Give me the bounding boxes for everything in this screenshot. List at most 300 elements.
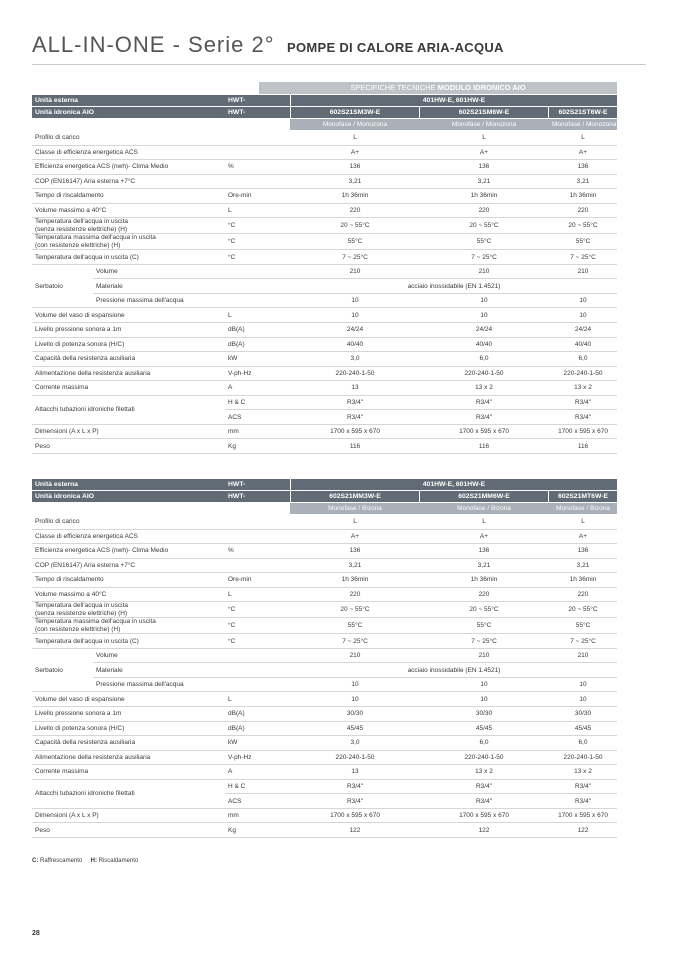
value-cell: L bbox=[420, 515, 548, 530]
value-cell: 24/24 bbox=[549, 323, 617, 338]
value-cell: 1700 x 595 x 670 bbox=[291, 424, 419, 439]
row-cap bbox=[32, 352, 617, 367]
value-cell: 116 bbox=[549, 439, 617, 454]
row-volume bbox=[32, 587, 617, 602]
value-cell: 136 bbox=[420, 544, 548, 559]
row-unit: A bbox=[225, 381, 290, 396]
row-label-line1: Temperatura massima dell'acqua in uscita bbox=[35, 234, 156, 242]
footnote-h-key: H: bbox=[90, 858, 97, 864]
value-cell: 45/45 bbox=[549, 721, 617, 736]
value-cell: 10 bbox=[549, 677, 617, 692]
row-cop bbox=[32, 558, 617, 573]
phase-blank bbox=[32, 119, 290, 131]
row-serbatoio-pressione bbox=[32, 293, 617, 308]
value-cell: 136 bbox=[549, 544, 617, 559]
model-code: 602S21MM6W-E bbox=[420, 491, 548, 503]
value-cell: 210 bbox=[420, 648, 548, 663]
value-cell: 30/30 bbox=[420, 707, 548, 722]
row-label: Temperatura dell'acqua in uscita (C) bbox=[32, 634, 225, 649]
row-outdoor-unit bbox=[32, 479, 617, 491]
model-code: 602S21SM6W-E bbox=[420, 107, 548, 119]
value-cell: 6,0 bbox=[420, 352, 548, 367]
row-label-line2: (con resistenze elettriche) (H) bbox=[35, 241, 121, 249]
value-cell: 7 ~ 25°C bbox=[549, 634, 617, 649]
row-label: Capacità della resistenza ausiliaria bbox=[32, 352, 225, 367]
row-corr bbox=[32, 381, 617, 396]
row-unit: Ore-min bbox=[225, 573, 290, 588]
row-label bbox=[32, 218, 225, 234]
row-unit: L bbox=[225, 692, 290, 707]
row-classe bbox=[32, 145, 617, 160]
value-cell: 7 ~ 25°C bbox=[291, 250, 419, 265]
row-label: Efficienza energetica ACS (nwh)- Clima Medio bbox=[32, 160, 225, 175]
value-cell: 55°C bbox=[549, 618, 617, 634]
serbatoio-label: Serbatoio bbox=[32, 264, 93, 308]
row-label: Classe di efficienza energetica ACS bbox=[32, 529, 225, 544]
footnote-c-key: C: bbox=[32, 858, 39, 864]
row-label: Classe di efficienza energetica ACS bbox=[32, 145, 225, 160]
row-unit bbox=[225, 131, 290, 146]
value-cell: 20 ~ 55°C bbox=[549, 602, 617, 618]
phase-label: Monofase / Monozona bbox=[549, 119, 617, 131]
page-subtitle: POMPE DI CALORE ARIA-ACQUA bbox=[286, 40, 504, 55]
row-label: Corrente massima bbox=[32, 765, 225, 780]
serbatoio-pressione-label: Pressione massima dell'acqua bbox=[93, 677, 225, 692]
value-cell: 220-240-1-50 bbox=[549, 366, 617, 381]
value-cell: 1700 x 595 x 670 bbox=[420, 424, 548, 439]
value-cell: 7 ~ 25°C bbox=[420, 250, 548, 265]
value-cell: A+ bbox=[420, 529, 548, 544]
row-unit: Ore-min bbox=[225, 189, 290, 204]
value-cell: L bbox=[291, 131, 419, 146]
value-cell: 6,0 bbox=[549, 736, 617, 751]
phase-blank bbox=[32, 503, 290, 515]
value-cell: 20 ~ 55°C bbox=[291, 602, 419, 618]
row-unit: % bbox=[225, 160, 290, 175]
row-unit: dB(A) bbox=[225, 337, 290, 352]
value-cell: 55°C bbox=[291, 234, 419, 250]
row-unit bbox=[225, 279, 290, 294]
value-cell: 20 ~ 55°C bbox=[549, 218, 617, 234]
value-cell: 1700 x 595 x 670 bbox=[291, 808, 419, 823]
serbatoio-materiale-label: Materiale bbox=[93, 279, 225, 294]
row-corr bbox=[32, 765, 617, 780]
outdoor-prefix: HWT- bbox=[225, 479, 290, 491]
value-cell: 13 x 2 bbox=[420, 765, 548, 780]
value-cell: R3/4" bbox=[420, 779, 548, 794]
row-unit: Kg bbox=[225, 823, 290, 838]
value-cell: 136 bbox=[420, 160, 548, 175]
value-cell: 40/40 bbox=[549, 337, 617, 352]
row-unit bbox=[225, 293, 290, 308]
row-unit: °C bbox=[225, 618, 290, 634]
value-cell: 10 bbox=[420, 692, 548, 707]
row-label: Tempo di riscaldamento bbox=[32, 573, 225, 588]
phase-label: Monofase / Monozona bbox=[291, 119, 419, 131]
value-cell: 122 bbox=[420, 823, 548, 838]
value-cell: R3/4" bbox=[549, 779, 617, 794]
model-code: 602S21SM3W-E bbox=[291, 107, 419, 119]
value-cell: R3/4" bbox=[291, 395, 419, 410]
row-dim bbox=[32, 808, 617, 823]
row-label: Livello di potenza sonora (H/C) bbox=[32, 721, 225, 736]
value-cell: 220 bbox=[549, 203, 617, 218]
value-cell: 30/30 bbox=[549, 707, 617, 722]
value-cell: 220 bbox=[420, 203, 548, 218]
row-label bbox=[32, 602, 225, 618]
row-label: Livello pressione sonora a 1m bbox=[32, 707, 225, 722]
row-serbatoio-pressione bbox=[32, 677, 617, 692]
indoor-prefix: HWT- bbox=[225, 107, 290, 119]
row-label: Temperatura dell'acqua in uscita (C) bbox=[32, 250, 225, 265]
outdoor-models: 401HW-E, 601HW-E bbox=[291, 95, 617, 107]
footnote-c-text: Raffrescamento bbox=[40, 858, 83, 864]
row-label: Capacità della resistenza ausiliaria bbox=[32, 736, 225, 751]
value-cell: 1h 36min bbox=[549, 573, 617, 588]
value-cell: R3/4" bbox=[420, 794, 548, 809]
value-cell: 220 bbox=[549, 587, 617, 602]
outdoor-label: Unità esterna bbox=[32, 95, 225, 107]
row-peso bbox=[32, 823, 617, 838]
footnote-h-text: Riscaldamento bbox=[98, 858, 139, 864]
row-unit: mm bbox=[225, 808, 290, 823]
value-cell: 220-240-1-50 bbox=[420, 750, 548, 765]
value-cell: 13 x 2 bbox=[549, 765, 617, 780]
value-cell: R3/4" bbox=[291, 794, 419, 809]
banner-bold: MODULO IDRONICO AIO bbox=[437, 83, 526, 92]
value-cell: L bbox=[420, 131, 548, 146]
row-unit: V-ph-Hz bbox=[225, 750, 290, 765]
row-label: Volume massimo a 40°C bbox=[32, 203, 225, 218]
row-indoor-unit bbox=[32, 107, 617, 119]
value-cell: 220 bbox=[420, 587, 548, 602]
row-temp_out bbox=[32, 218, 617, 234]
serbatoio-materiale-value: acciaio inossidabile (EN 1.4521) bbox=[291, 279, 617, 294]
value-cell: 10 bbox=[291, 308, 419, 323]
value-cell: 10 bbox=[291, 692, 419, 707]
row-label-line1: Temperatura dell'acqua in uscita bbox=[35, 602, 129, 610]
row-unit: °C bbox=[225, 218, 290, 234]
row-unit: Kg bbox=[225, 439, 290, 454]
row-unit: °C bbox=[225, 234, 290, 250]
row-unit bbox=[225, 677, 290, 692]
spec-table-monozona bbox=[32, 95, 617, 454]
row-unit: dB(A) bbox=[225, 323, 290, 338]
value-cell: 3,21 bbox=[291, 558, 419, 573]
value-cell: 13 x 2 bbox=[420, 381, 548, 396]
value-cell: 45/45 bbox=[420, 721, 548, 736]
value-cell: 13 bbox=[291, 381, 419, 396]
value-cell: 45/45 bbox=[291, 721, 419, 736]
row-temp_out bbox=[32, 602, 617, 618]
row-label: Dimensioni (A x L x P) bbox=[32, 424, 225, 439]
value-cell: R3/4" bbox=[291, 779, 419, 794]
value-cell: 10 bbox=[549, 692, 617, 707]
serbatoio-label: Serbatoio bbox=[32, 648, 93, 692]
row-temp_max bbox=[32, 618, 617, 634]
row-classe bbox=[32, 529, 617, 544]
row-tempo bbox=[32, 189, 617, 204]
value-cell: 20 ~ 55°C bbox=[420, 602, 548, 618]
value-cell: 6,0 bbox=[420, 736, 548, 751]
row-vaso bbox=[32, 692, 617, 707]
footnote bbox=[32, 858, 138, 864]
row-serbatoio-volume bbox=[32, 264, 617, 279]
row-unit bbox=[225, 145, 290, 160]
model-code: 602S21MT6W-E bbox=[549, 491, 617, 503]
value-cell: 220-240-1-50 bbox=[291, 750, 419, 765]
row-lws bbox=[32, 721, 617, 736]
row-label: Tempo di riscaldamento bbox=[32, 189, 225, 204]
value-cell: 10 bbox=[420, 677, 548, 692]
row-serbatoio-materiale bbox=[32, 663, 617, 678]
value-cell: 24/24 bbox=[420, 323, 548, 338]
row-phase bbox=[32, 503, 617, 515]
value-cell: 1h 36min bbox=[420, 189, 548, 204]
phase-label: Monofase / Bizona bbox=[291, 503, 419, 515]
value-cell: 13 bbox=[291, 765, 419, 780]
value-cell: 55°C bbox=[549, 234, 617, 250]
value-cell: 210 bbox=[291, 648, 419, 663]
row-label: Volume massimo a 40°C bbox=[32, 587, 225, 602]
row-label-line1: Temperatura dell'acqua in uscita bbox=[35, 218, 129, 226]
value-cell: 3,21 bbox=[420, 174, 548, 189]
outdoor-prefix: HWT- bbox=[225, 95, 290, 107]
row-temp_c bbox=[32, 634, 617, 649]
value-cell: A+ bbox=[291, 529, 419, 544]
value-cell: L bbox=[549, 131, 617, 146]
serbatoio-volume-label: Volume bbox=[93, 648, 225, 663]
row-cop bbox=[32, 174, 617, 189]
row-unit bbox=[225, 515, 290, 530]
outdoor-label: Unità esterna bbox=[32, 479, 225, 491]
serbatoio-materiale-label: Materiale bbox=[93, 663, 225, 678]
value-cell: 1h 36min bbox=[549, 189, 617, 204]
page-header bbox=[32, 32, 504, 58]
value-cell: 10 bbox=[549, 293, 617, 308]
value-cell: 1700 x 595 x 670 bbox=[549, 424, 617, 439]
row-serbatoio-materiale bbox=[32, 279, 617, 294]
value-cell: 10 bbox=[291, 677, 419, 692]
value-cell: R3/4" bbox=[420, 395, 548, 410]
row-unit: V-ph-Hz bbox=[225, 366, 290, 381]
spec-table-bizona bbox=[32, 479, 617, 838]
serbatoio-volume-label: Volume bbox=[93, 264, 225, 279]
value-cell: 210 bbox=[549, 264, 617, 279]
value-cell: 210 bbox=[420, 264, 548, 279]
attacchi-acs-label: ACS bbox=[225, 794, 290, 809]
value-cell: A+ bbox=[549, 145, 617, 160]
row-label: COP (EN16147) Aria esterna +7°C bbox=[32, 174, 225, 189]
value-cell: 55°C bbox=[420, 234, 548, 250]
value-cell: 210 bbox=[549, 648, 617, 663]
value-cell: A+ bbox=[420, 145, 548, 160]
row-label: Efficienza energetica ACS (nwh)- Clima Medio bbox=[32, 544, 225, 559]
row-unit: °C bbox=[225, 634, 290, 649]
row-temp_max bbox=[32, 234, 617, 250]
outdoor-models: 401HW-E, 601HW-E bbox=[291, 479, 617, 491]
value-cell: 220 bbox=[291, 203, 419, 218]
value-cell: A+ bbox=[291, 145, 419, 160]
value-cell: R3/4" bbox=[291, 410, 419, 425]
row-vaso bbox=[32, 308, 617, 323]
row-unit bbox=[225, 529, 290, 544]
value-cell: 7 ~ 25°C bbox=[420, 634, 548, 649]
value-cell: 3,21 bbox=[291, 174, 419, 189]
row-dim bbox=[32, 424, 617, 439]
row-unit bbox=[225, 648, 290, 663]
row-label bbox=[32, 618, 225, 634]
row-temp_c bbox=[32, 250, 617, 265]
row-unit: L bbox=[225, 308, 290, 323]
row-label: Corrente massima bbox=[32, 381, 225, 396]
value-cell: R3/4" bbox=[549, 410, 617, 425]
value-cell: 136 bbox=[291, 160, 419, 175]
value-cell: 10 bbox=[549, 308, 617, 323]
row-unit bbox=[225, 663, 290, 678]
attacchi-hc-label: H & C bbox=[225, 395, 290, 410]
row-phase bbox=[32, 119, 617, 131]
value-cell: 3,21 bbox=[549, 174, 617, 189]
value-cell: 20 ~ 55°C bbox=[420, 218, 548, 234]
row-label bbox=[32, 234, 225, 250]
indoor-prefix: HWT- bbox=[225, 491, 290, 503]
indoor-label: Unità idronica AIO bbox=[32, 107, 225, 119]
row-unit: °C bbox=[225, 250, 290, 265]
row-label-line2: (senza resistenze elettriche) (H) bbox=[35, 609, 128, 617]
row-peso bbox=[32, 439, 617, 454]
row-cap bbox=[32, 736, 617, 751]
row-profilo bbox=[32, 131, 617, 146]
value-cell: L bbox=[291, 515, 419, 530]
value-cell: 13 x 2 bbox=[549, 381, 617, 396]
value-cell: 40/40 bbox=[420, 337, 548, 352]
value-cell: A+ bbox=[549, 529, 617, 544]
value-cell: 10 bbox=[420, 293, 548, 308]
row-volume bbox=[32, 203, 617, 218]
value-cell: 220-240-1-50 bbox=[549, 750, 617, 765]
row-unit: dB(A) bbox=[225, 707, 290, 722]
row-eff bbox=[32, 160, 617, 175]
row-label-line2: (con resistenze elettriche) (H) bbox=[35, 625, 121, 633]
row-outdoor-unit bbox=[32, 95, 617, 107]
value-cell: 3,21 bbox=[420, 558, 548, 573]
row-label: Volume del vaso di espansione bbox=[32, 308, 225, 323]
row-unit: L bbox=[225, 203, 290, 218]
row-label: Peso bbox=[32, 823, 225, 838]
value-cell: 210 bbox=[291, 264, 419, 279]
value-cell: 6,0 bbox=[549, 352, 617, 367]
serbatoio-materiale-value: acciaio inossidabile (EN 1.4521) bbox=[291, 663, 617, 678]
value-cell: R3/4" bbox=[420, 410, 548, 425]
serbatoio-pressione-label: Pressione massima dell'acqua bbox=[93, 293, 225, 308]
row-indoor-unit bbox=[32, 491, 617, 503]
attacchi-hc-label: H & C bbox=[225, 779, 290, 794]
row-unit: °C bbox=[225, 602, 290, 618]
row-alim bbox=[32, 366, 617, 381]
value-cell: 1700 x 595 x 670 bbox=[549, 808, 617, 823]
value-cell: 7 ~ 25°C bbox=[549, 250, 617, 265]
row-label: Profilo di carico bbox=[32, 131, 225, 146]
attacchi-label: Attacchi tubazioni idroniche filettati bbox=[32, 395, 225, 424]
phase-label: Monofase / Bizona bbox=[420, 503, 548, 515]
value-cell: 122 bbox=[291, 823, 419, 838]
value-cell: 10 bbox=[291, 293, 419, 308]
row-serbatoio-volume bbox=[32, 648, 617, 663]
row-eff bbox=[32, 544, 617, 559]
value-cell: 10 bbox=[420, 308, 548, 323]
row-label: Peso bbox=[32, 439, 225, 454]
page-number: 28 bbox=[32, 930, 40, 937]
value-cell: 220 bbox=[291, 587, 419, 602]
row-label: COP (EN16147) Aria esterna +7°C bbox=[32, 558, 225, 573]
row-unit bbox=[225, 264, 290, 279]
attacchi-label: Attacchi tubazioni idroniche filettati bbox=[32, 779, 225, 808]
value-cell: 1700 x 595 x 670 bbox=[420, 808, 548, 823]
row-profilo bbox=[32, 515, 617, 530]
row-unit bbox=[225, 174, 290, 189]
row-label: Profilo di carico bbox=[32, 515, 225, 530]
value-cell: 220-240-1-50 bbox=[291, 366, 419, 381]
row-unit: dB(A) bbox=[225, 721, 290, 736]
value-cell: 30/30 bbox=[291, 707, 419, 722]
spec-banner bbox=[259, 82, 617, 94]
value-cell: 136 bbox=[549, 160, 617, 175]
value-cell: 3,0 bbox=[291, 736, 419, 751]
attacchi-acs-label: ACS bbox=[225, 410, 290, 425]
value-cell: 7 ~ 25°C bbox=[291, 634, 419, 649]
row-attacchi-hc bbox=[32, 395, 617, 410]
row-lws bbox=[32, 337, 617, 352]
page-title: ALL-IN-ONE - Serie 2° bbox=[32, 32, 275, 57]
value-cell: 1h 36min bbox=[420, 573, 548, 588]
value-cell: 40/40 bbox=[291, 337, 419, 352]
model-code: 602S21MM3W-E bbox=[291, 491, 419, 503]
indoor-label: Unità idronica AIO bbox=[32, 491, 225, 503]
row-lps bbox=[32, 323, 617, 338]
value-cell: 136 bbox=[291, 544, 419, 559]
row-label: Livello pressione sonora a 1m bbox=[32, 323, 225, 338]
value-cell: 220-240-1-50 bbox=[420, 366, 548, 381]
row-unit: % bbox=[225, 544, 290, 559]
row-label: Alimentazione della resistenza ausiliaria bbox=[32, 750, 225, 765]
row-label: Livello di potenza sonora (H/C) bbox=[32, 337, 225, 352]
value-cell: 122 bbox=[549, 823, 617, 838]
row-unit bbox=[225, 558, 290, 573]
row-label: Dimensioni (A x L x P) bbox=[32, 808, 225, 823]
value-cell: 20 ~ 55°C bbox=[291, 218, 419, 234]
header-divider bbox=[32, 64, 646, 65]
value-cell: 24/24 bbox=[291, 323, 419, 338]
value-cell: 55°C bbox=[291, 618, 419, 634]
row-unit: kW bbox=[225, 352, 290, 367]
value-cell: 55°C bbox=[420, 618, 548, 634]
value-cell: R3/4" bbox=[549, 794, 617, 809]
row-label: Alimentazione della resistenza ausiliaria bbox=[32, 366, 225, 381]
row-unit: A bbox=[225, 765, 290, 780]
row-lps bbox=[32, 707, 617, 722]
row-attacchi-hc bbox=[32, 779, 617, 794]
value-cell: 1h 36min bbox=[291, 189, 419, 204]
row-label-line2: (senza resistenze elettriche) (H) bbox=[35, 225, 128, 233]
row-alim bbox=[32, 750, 617, 765]
value-cell: 116 bbox=[420, 439, 548, 454]
value-cell: 116 bbox=[291, 439, 419, 454]
value-cell: 3,0 bbox=[291, 352, 419, 367]
row-label: Volume del vaso di espansione bbox=[32, 692, 225, 707]
value-cell: 1h 36min bbox=[291, 573, 419, 588]
row-unit: mm bbox=[225, 424, 290, 439]
